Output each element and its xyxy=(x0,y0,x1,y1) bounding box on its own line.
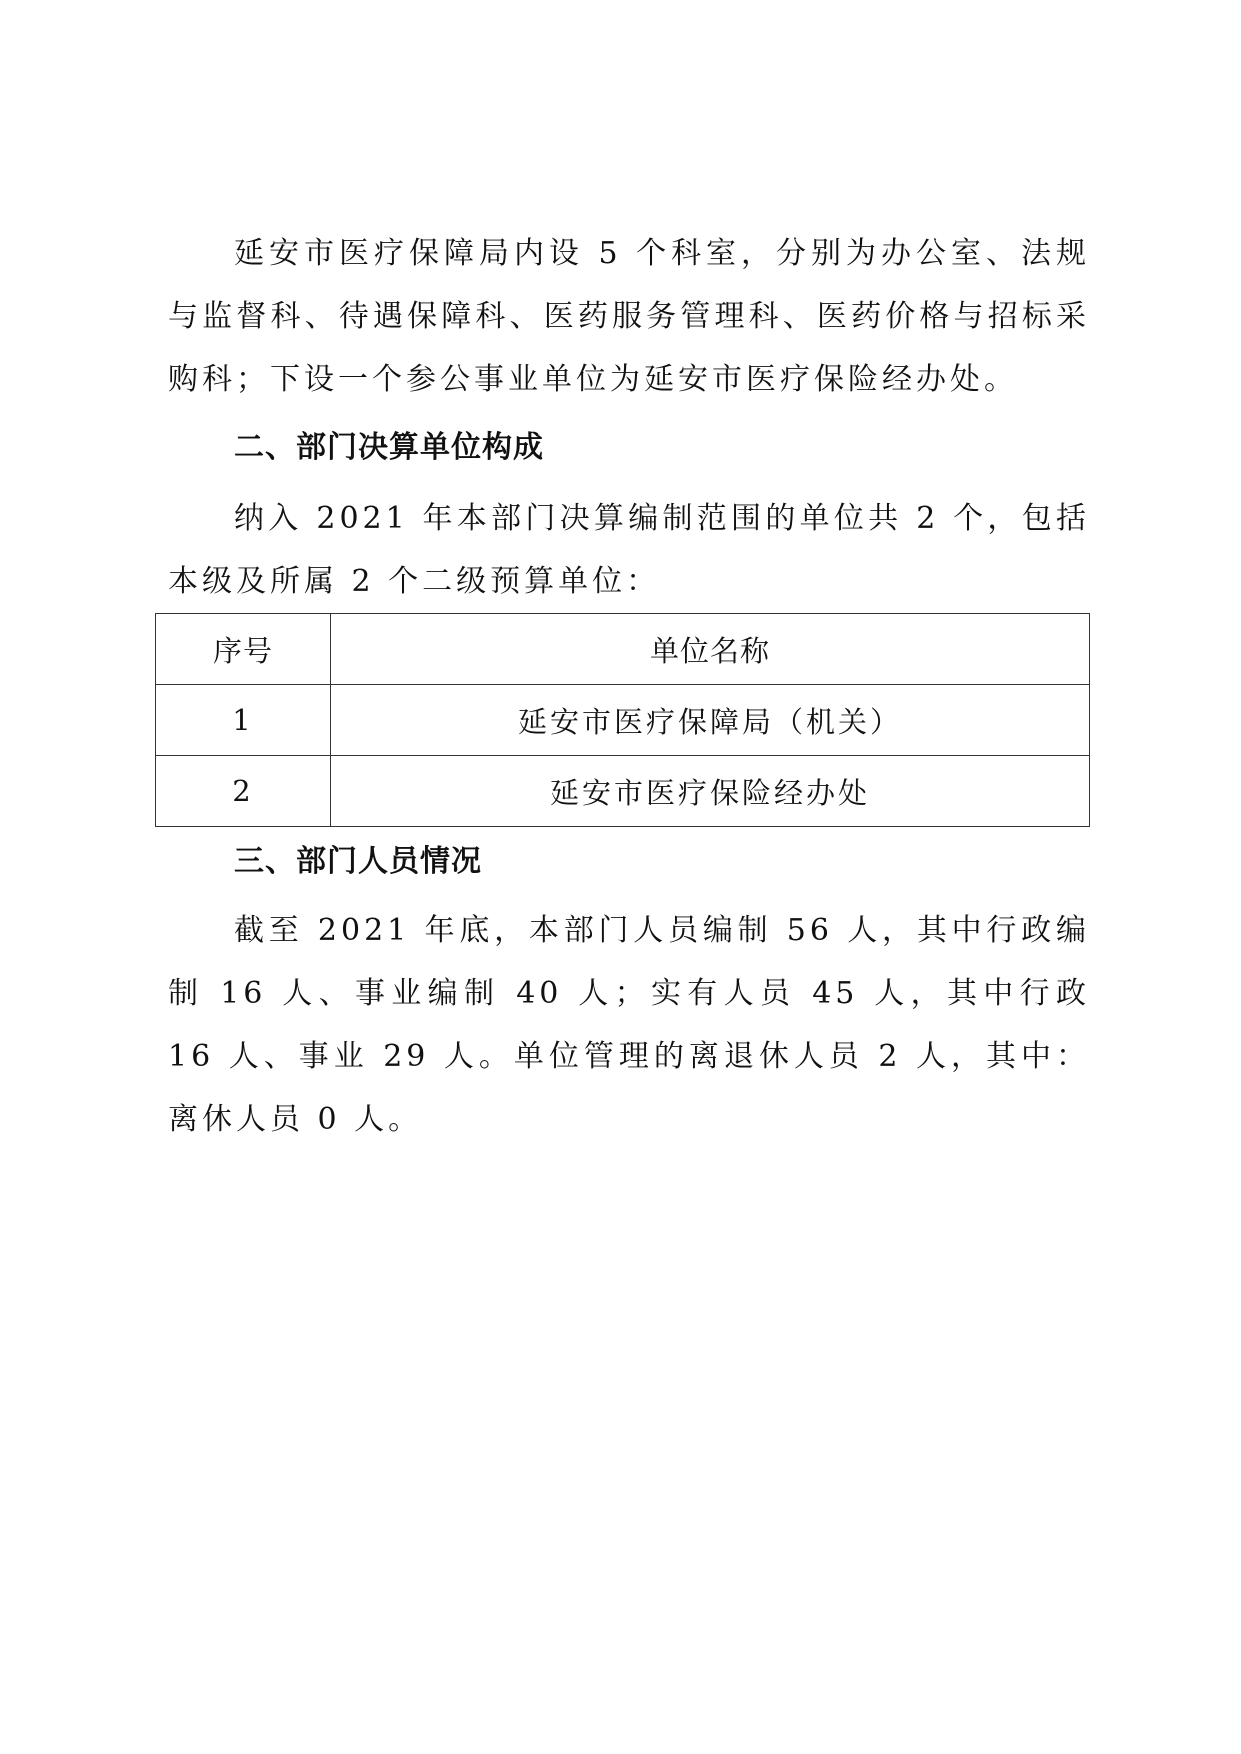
header-serial-number: 序号 xyxy=(156,614,331,685)
section-3-heading: 三、部门人员情况 xyxy=(234,844,482,879)
row-unit-name: 延安市医疗保险经办处 xyxy=(331,756,1090,827)
row-serial-number: 2 xyxy=(156,756,331,827)
table-row xyxy=(156,685,1090,756)
table-row xyxy=(156,756,1090,827)
intro-paragraph: 延安市医疗保障局内设 5 个科室，分别为办公室、法规与监督科、待遇保障科、医药服务管理科、医药价格与招标采购科；下设一个参公事业单位为延安市医疗保险经办处。 xyxy=(168,236,1090,397)
section-3-paragraph: 截至 2021 年底，本部门人员编制 56 人，其中行政编制 16 人、事业编制 40 人；实有人员 45 人，其中行政 16 人、事业 29 人。单位管理的离退休人员 2 人，其中：离休人员 0 人。 xyxy=(168,913,1090,1137)
section-2-paragraph: 纳入 2021 年本部门决算编制范围的单位共 2 个，包括本级及所属 2 个二级预算单位： xyxy=(168,501,1090,599)
table-header-row xyxy=(156,614,1090,685)
section-2-heading: 二、部门决算单位构成 xyxy=(234,430,544,465)
header-unit-name: 单位名称 xyxy=(331,614,1090,685)
row-unit-name: 延安市医疗保障局（机关） xyxy=(331,685,1090,756)
row-serial-number: 1 xyxy=(156,685,331,756)
units-table xyxy=(155,613,1090,827)
